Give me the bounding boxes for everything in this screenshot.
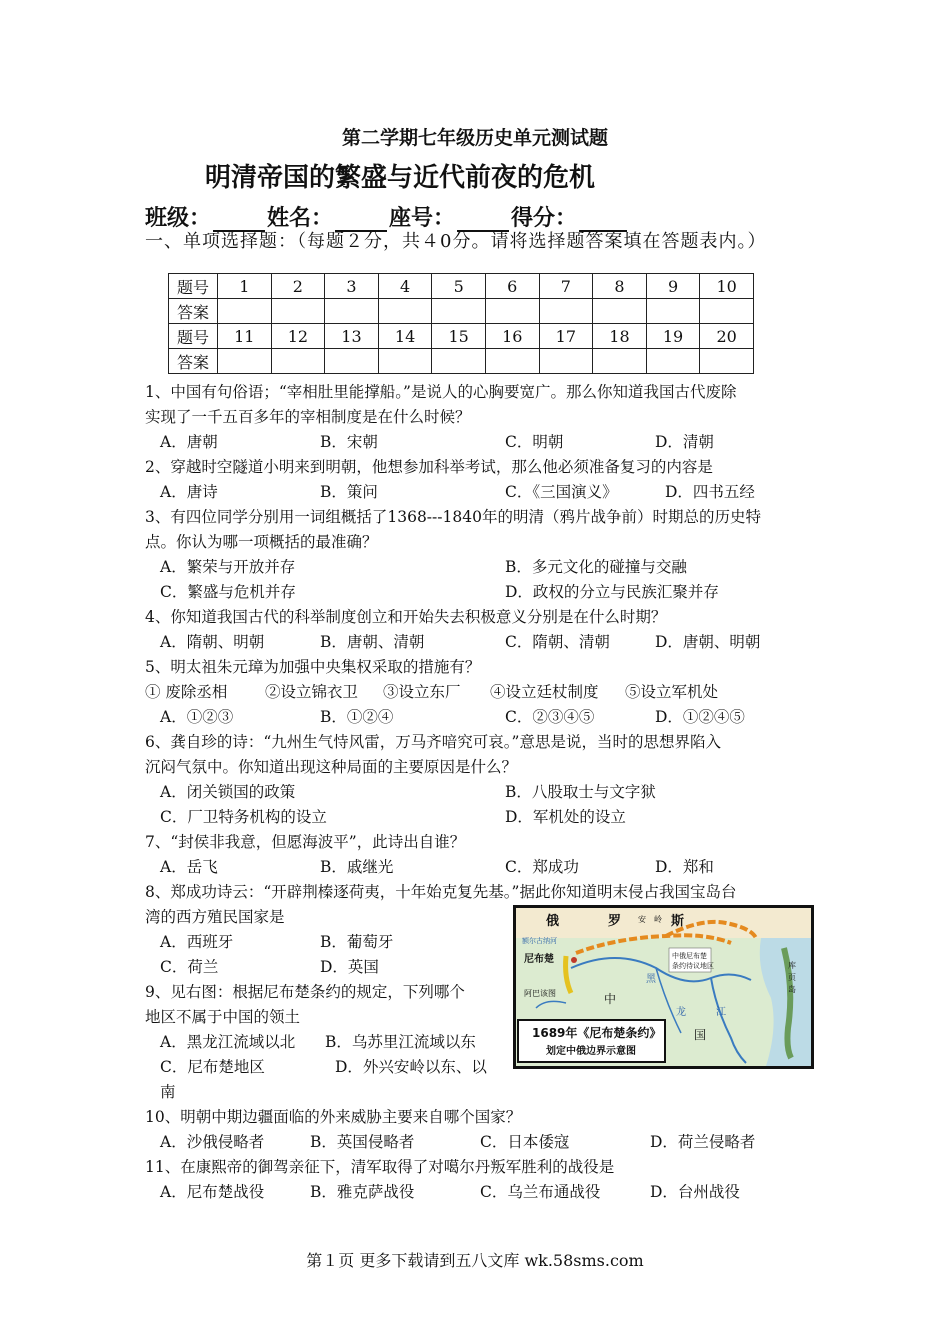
q10-option-d[interactable]: D．荷兰侵略者 bbox=[650, 1133, 756, 1151]
table-cell: 6 bbox=[485, 274, 539, 299]
table-row bbox=[169, 299, 754, 324]
page-footer: 第１页 更多下载请到五八文库 wk.58sms.com bbox=[306, 1251, 644, 1270]
table-row bbox=[169, 349, 754, 374]
question-3-line-1: 3、有四位同学分别用一词组概括了1368---1840年的明清（鸦片战争前）时期总的历史特 bbox=[145, 508, 761, 526]
map-label-argun: 额尔古纳河 bbox=[522, 937, 557, 945]
q3-option-a[interactable]: A．繁荣与开放并存 bbox=[160, 558, 296, 576]
q2-option-c[interactable]: C．《三国演义》 bbox=[505, 483, 618, 501]
table-cell: 4 bbox=[378, 274, 432, 299]
table-cell: 18 bbox=[593, 324, 647, 349]
answer-cell[interactable] bbox=[646, 349, 700, 374]
table-cell: 12 bbox=[271, 324, 325, 349]
section-heading: 一、单项选择题：（每题２分，共４0分。请将选择题答案填在答题表内。） bbox=[145, 231, 767, 252]
map-label-russia-2: 罗 bbox=[608, 914, 622, 929]
answer-cell[interactable] bbox=[271, 299, 325, 324]
q5-option-c[interactable]: C．②③④⑤ bbox=[505, 708, 595, 726]
answer-cell[interactable] bbox=[485, 349, 539, 374]
question-2: 2、穿越时空隧道小明来到明朝，他想参加科举考试，那么他必须准备复习的内容是 bbox=[145, 458, 713, 476]
answer-cell[interactable] bbox=[432, 349, 486, 374]
q5-option-d[interactable]: D．①②④⑤ bbox=[655, 708, 745, 726]
answer-cell[interactable] bbox=[325, 299, 379, 324]
q6-option-c[interactable]: C．厂卫特务机构的设立 bbox=[160, 808, 327, 826]
q1-option-c[interactable]: C．明朝 bbox=[505, 433, 564, 451]
question-6-line-2: 沉闷气氛中。你知道出现这种局面的主要原因是什么？ bbox=[145, 758, 518, 776]
q7-option-a[interactable]: A．岳飞 bbox=[160, 858, 218, 876]
table-cell: 13 bbox=[325, 324, 379, 349]
map-label-nerchinsk: 尼布楚 bbox=[524, 954, 554, 965]
q3-option-b[interactable]: B．多元文化的碰撞与交融 bbox=[505, 558, 687, 576]
q5-item-5: ⑤设立军机处 bbox=[625, 683, 719, 701]
table-cell: 10 bbox=[700, 274, 754, 299]
table-cell: 19 bbox=[646, 324, 700, 349]
q6-option-b[interactable]: B．八股取士与文字狱 bbox=[505, 783, 656, 801]
q3-option-c[interactable]: C．繁盛与危机并存 bbox=[160, 583, 296, 601]
table-cell: 20 bbox=[700, 324, 754, 349]
table-cell: 9 bbox=[646, 274, 700, 299]
q8-option-c[interactable]: C．荷兰 bbox=[160, 958, 219, 976]
map-label-jiang: 江 bbox=[716, 1007, 726, 1018]
q11-option-c[interactable]: C．乌兰布通战役 bbox=[480, 1183, 601, 1201]
table-cell: 7 bbox=[539, 274, 593, 299]
q5-item-4: ④设立廷杖制度 bbox=[490, 683, 599, 701]
q2-option-a[interactable]: A．唐诗 bbox=[160, 483, 218, 501]
q9-option-d-wrap: 南 bbox=[160, 1083, 176, 1101]
question-10: 10、明朝中期边疆面临的外来威胁主要来自哪个国家？ bbox=[145, 1108, 522, 1126]
answer-cell[interactable] bbox=[325, 349, 379, 374]
q11-option-a[interactable]: A．尼布楚战役 bbox=[160, 1183, 265, 1201]
q2-option-d[interactable]: D．四书五经 bbox=[665, 483, 755, 501]
q4-option-c[interactable]: C．隋朝、清朝 bbox=[505, 633, 610, 651]
row-label: 题号 bbox=[169, 324, 218, 349]
nerchinsk-treaty-map bbox=[513, 905, 814, 1069]
answer-cell[interactable] bbox=[593, 299, 647, 324]
question-6-line-1: 6、龚自珍的诗：“九州生气恃风雷，万马齐喑究可哀。”意思是说，当时的思想界陷入 bbox=[145, 733, 721, 751]
answer-cell[interactable] bbox=[700, 349, 754, 374]
q5-item-3: ③设立东厂 bbox=[383, 683, 461, 701]
question-1-line-1: 1、中国有句俗语；“宰相肚里能撑船。”是说人的心胸要宽广。那么你知道我国古代废除 bbox=[145, 383, 737, 401]
q1-option-b[interactable]: B．宋朝 bbox=[320, 433, 378, 451]
q10-option-a[interactable]: A．沙俄侵略者 bbox=[160, 1133, 265, 1151]
table-cell: 5 bbox=[432, 274, 486, 299]
table-cell: 16 bbox=[485, 324, 539, 349]
q5-item-1: ① 废除丞相 bbox=[145, 683, 228, 701]
question-4: 4、你知道我国古代的科举制度创立和开始失去积极意义分别是在什么时期？ bbox=[145, 608, 667, 626]
map-label-long: 龙 bbox=[676, 1007, 686, 1018]
map-label-russia-1: 俄 bbox=[546, 914, 560, 929]
page-title: 明清帝国的繁盛与近代前夜的危机 bbox=[205, 163, 596, 193]
q9-option-c[interactable]: C．尼布楚地区 bbox=[160, 1058, 265, 1076]
table-cell: 15 bbox=[432, 324, 486, 349]
map-label-china-1: 中 bbox=[604, 992, 617, 1006]
map-label-xingan-2: 岭 bbox=[654, 915, 662, 924]
answer-cell[interactable] bbox=[271, 349, 325, 374]
map-label-sakhalin-1: 库 bbox=[788, 961, 796, 970]
table-cell: 8 bbox=[593, 274, 647, 299]
student-info-line bbox=[145, 201, 629, 232]
q9-option-d[interactable]: D．外兴安岭以东、以 bbox=[335, 1058, 487, 1076]
answer-cell[interactable] bbox=[378, 349, 432, 374]
q6-option-a[interactable]: A．闭关锁国的政策 bbox=[160, 783, 296, 801]
q1-option-a[interactable]: A．唐朝 bbox=[160, 433, 218, 451]
map-label-russia-3: 斯 bbox=[671, 914, 685, 929]
class-label: 班级： bbox=[145, 206, 212, 231]
q7-option-b[interactable]: B．戚继光 bbox=[320, 858, 394, 876]
table-row bbox=[169, 274, 754, 299]
answer-table bbox=[168, 273, 754, 374]
seat-label: 座号： bbox=[389, 206, 456, 231]
q3-option-d[interactable]: D．政权的分立与民族汇聚并存 bbox=[505, 583, 719, 601]
answer-cell[interactable] bbox=[700, 299, 754, 324]
q9-option-b[interactable]: B．乌苏里江流域以东 bbox=[325, 1033, 476, 1051]
question-3-line-2: 点。你认为哪一项概括的最准确？ bbox=[145, 533, 378, 551]
answer-cell[interactable] bbox=[432, 299, 486, 324]
question-9-line-2: 地区不属于中国的领土 bbox=[145, 1008, 301, 1026]
q2-option-b[interactable]: B．策问 bbox=[320, 483, 378, 501]
map-label-china-2: 国 bbox=[694, 1028, 707, 1042]
map-label-sakhalin-3: 岛 bbox=[788, 985, 796, 994]
answer-cell[interactable] bbox=[485, 299, 539, 324]
page-subtitle: 第二学期七年级历史单元测试题 bbox=[341, 127, 608, 149]
table-cell: 1 bbox=[218, 274, 272, 299]
q7-option-d[interactable]: D．郑和 bbox=[655, 858, 714, 876]
q5-item-2: ②设立锦衣卫 bbox=[265, 683, 359, 701]
row-label: 答案 bbox=[169, 299, 218, 324]
map-caption-line-1: 1689年《尼布楚条约》 bbox=[532, 1026, 662, 1040]
table-cell: 11 bbox=[218, 324, 272, 349]
q7-option-c[interactable]: C．郑成功 bbox=[505, 858, 579, 876]
question-7: 7、“封侯非我意，但愿海波平”，此诗出自谁？ bbox=[145, 833, 466, 851]
question-8-line-1: 8、郑成功诗云：“开辟荆榛逐荷夷，十年始克复先基。”据此你知道明末侵占我国宝岛台 bbox=[145, 883, 737, 901]
q8-option-a[interactable]: A．西班牙 bbox=[160, 933, 234, 951]
q9-option-a[interactable]: A．黑龙江流域以北 bbox=[160, 1033, 296, 1051]
answer-cell[interactable] bbox=[593, 349, 647, 374]
question-5: 5、明太祖朱元璋为加强中央集权采取的措施有？ bbox=[145, 658, 481, 676]
score-label: 得分： bbox=[511, 206, 578, 231]
table-row bbox=[169, 324, 754, 349]
answer-cell[interactable] bbox=[378, 299, 432, 324]
q8-option-d[interactable]: D．英国 bbox=[320, 958, 379, 976]
row-label: 题号 bbox=[169, 274, 218, 299]
q4-option-d[interactable]: D．唐朝、明朝 bbox=[655, 633, 761, 651]
q4-option-a[interactable]: A．隋朝、明朝 bbox=[160, 633, 265, 651]
q1-option-d[interactable]: D．清朝 bbox=[655, 433, 714, 451]
q4-option-b[interactable]: B．唐朝、清朝 bbox=[320, 633, 425, 651]
name-label: 姓名： bbox=[267, 206, 334, 231]
question-1-line-2: 实现了一千五百多年的宰相制度是在什么时候？ bbox=[145, 408, 471, 426]
map-label-sakhalin-2: 页 bbox=[788, 973, 796, 982]
q5-option-a[interactable]: A．①②③ bbox=[160, 708, 234, 726]
question-11: 11、在康熙帝的御驾亲征下，清军取得了对噶尔丹叛军胜利的战役是 bbox=[145, 1158, 615, 1176]
q10-option-b[interactable]: B．英国侵略者 bbox=[310, 1133, 415, 1151]
table-cell: 14 bbox=[378, 324, 432, 349]
row-label: 答案 bbox=[169, 349, 218, 374]
answer-cell[interactable] bbox=[218, 349, 272, 374]
table-cell: 17 bbox=[539, 324, 593, 349]
answer-cell[interactable] bbox=[218, 299, 272, 324]
q10-option-c[interactable]: C．日本倭寇 bbox=[480, 1133, 570, 1151]
map-label-dispute-2: 条约待议地区 bbox=[672, 962, 714, 970]
map-label-dispute-1: 中俄尼布楚 bbox=[672, 952, 707, 960]
map-label-xingan-1: 安 bbox=[638, 915, 646, 924]
answer-cell[interactable] bbox=[646, 299, 700, 324]
q11-option-b[interactable]: B．雅克萨战役 bbox=[310, 1183, 415, 1201]
table-cell: 3 bbox=[325, 274, 379, 299]
q11-option-d[interactable]: D．台州战役 bbox=[650, 1183, 740, 1201]
q8-option-b[interactable]: B．葡萄牙 bbox=[320, 933, 394, 951]
map-label-hei: 黑 bbox=[646, 974, 656, 985]
answer-cell[interactable] bbox=[539, 349, 593, 374]
map-label-aba: 阿巴该图 bbox=[524, 989, 556, 998]
table-cell: 2 bbox=[271, 274, 325, 299]
question-8-line-2: 湾的西方殖民国家是 bbox=[145, 908, 285, 926]
map-caption-line-2: 划定中俄边界示意图 bbox=[546, 1046, 636, 1057]
q5-option-b[interactable]: B．①②④ bbox=[320, 708, 394, 726]
question-9-line-1: 9、见右图：根据尼布楚条约的规定，下列哪个 bbox=[145, 983, 465, 1001]
answer-cell[interactable] bbox=[539, 299, 593, 324]
q6-option-d[interactable]: D．军机处的设立 bbox=[505, 808, 626, 826]
